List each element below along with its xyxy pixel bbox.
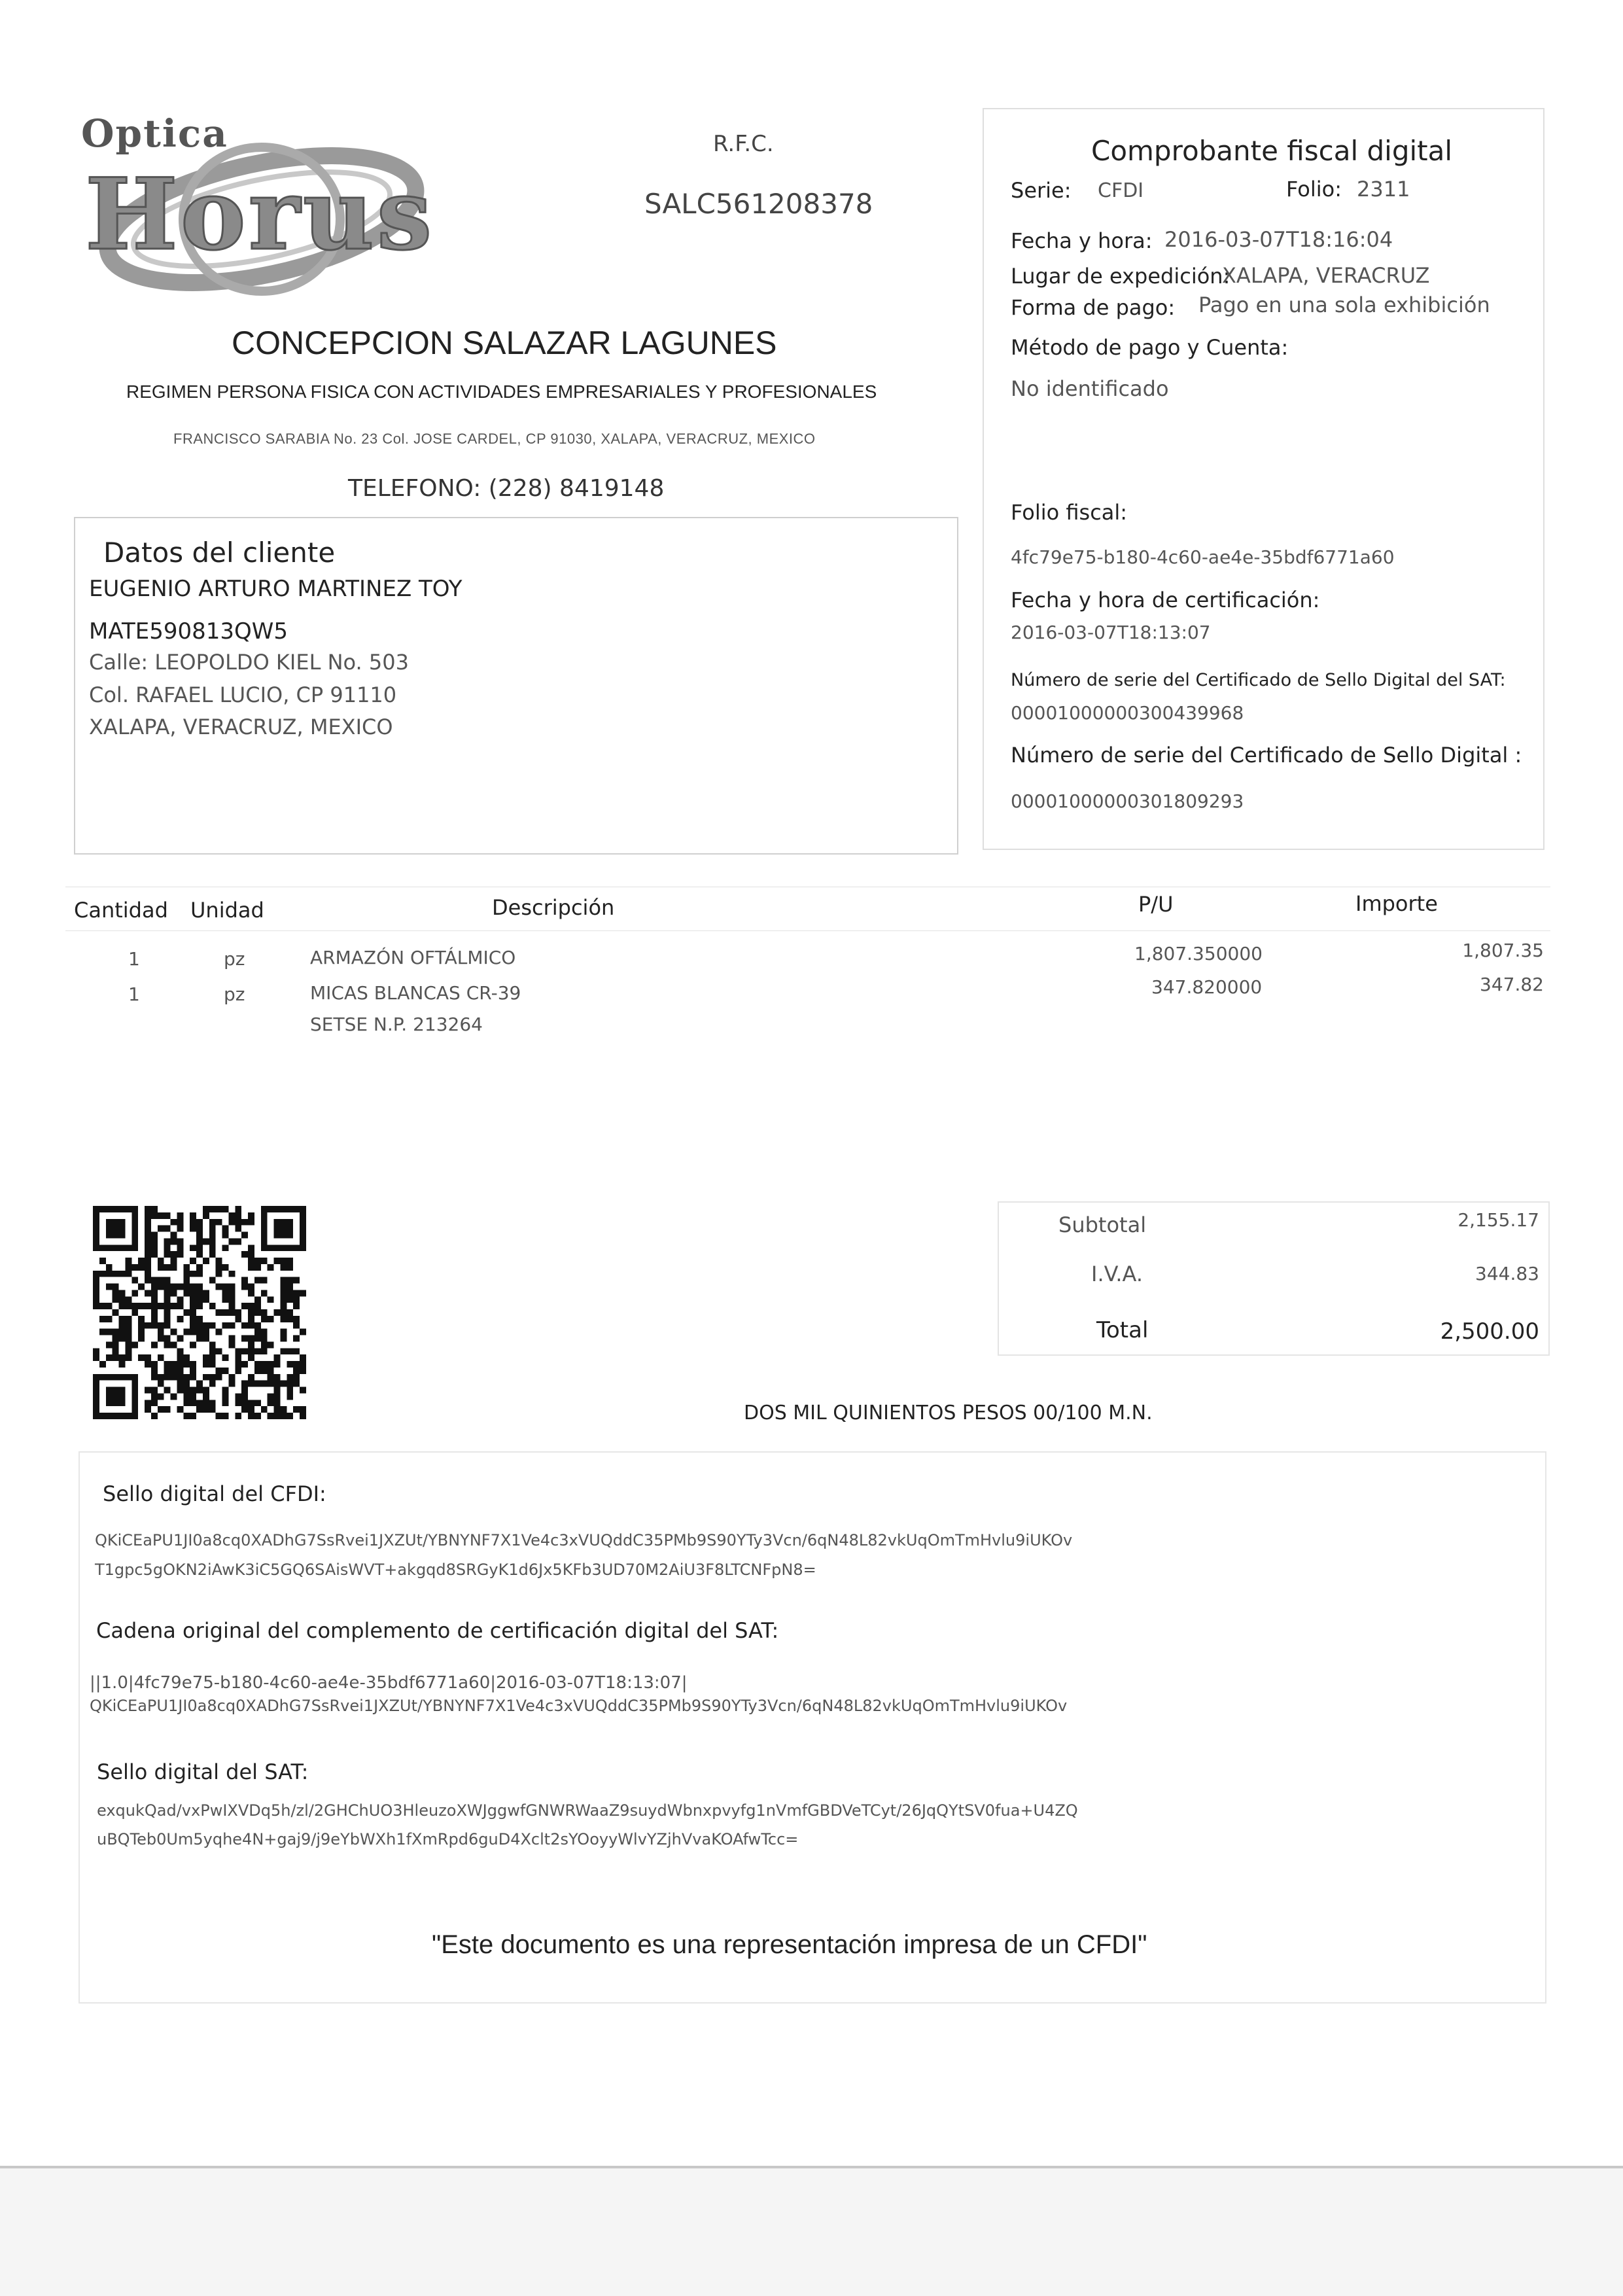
- forma-label: Forma de pago:: [1011, 295, 1176, 320]
- cert-fecha-label: Fecha y hora de certificación:: [1011, 588, 1320, 612]
- rfc-label: R.F.C.: [713, 131, 774, 157]
- fiscal-title: Comprobante fiscal digital: [1091, 135, 1453, 167]
- item-1-unit: pz: [224, 948, 245, 970]
- chain-line2: QKiCEaPU1JI0a8cq0XADhG7SsRvei1JXZUt/YBNYNF7X1Ve4c3xVUQddC35PMb9S90YTy3Vcn/6qN48L82vkUqOmTmHvlu9iUKOv: [90, 1697, 1068, 1715]
- sat-stamp-line2: uBQTeb0Um5yqhe4N+gaj9/j9eYbWXh1fXmRpd6guD4Xclt2sYOoyyWlvYZjhVvaKOAfwTcc=: [97, 1830, 799, 1848]
- folio-fiscal-label: Folio fiscal:: [1011, 500, 1128, 525]
- item-2-desc-line2: SETSE N.P. 213264: [310, 1014, 483, 1035]
- cfdi-stamp-line1: QKiCEaPU1JI0a8cq0XADhG7SsRvei1JXZUt/YBNYNF7X1Ve4c3xVUQddC35PMb9S90YTy3Vcn/6qN48L82vkUqOmTmHvlu9iUKOv: [95, 1531, 1073, 1549]
- client-title: Datos del cliente: [103, 537, 336, 569]
- iva-value: 344.83: [1475, 1263, 1539, 1284]
- header-desc: Descripción: [492, 895, 615, 920]
- business-address: FRANCISCO SARABIA No. 23 Col. JOSE CARDEL, CP 91030, XALAPA, VERACRUZ, MEXICO: [173, 431, 816, 447]
- qr-code: [93, 1206, 306, 1419]
- client-street: Calle: LEOPOLDO KIEL No. 503: [89, 650, 409, 675]
- header-amount: Importe: [1355, 891, 1438, 916]
- fecha-value: 2016-03-07T18:16:04: [1164, 227, 1393, 252]
- total-label: Total: [1096, 1317, 1149, 1343]
- fecha-label: Fecha y hora:: [1011, 228, 1153, 253]
- item-2-qty: 1: [128, 983, 140, 1005]
- metodo-label: Método de pago y Cuenta:: [1011, 335, 1289, 360]
- cfdi-footer-note: "Este documento es una representación impresa de un CFDI": [432, 1930, 1147, 1959]
- amount-in-words: DOS MIL QUINIENTOS PESOS 00/100 M.N.: [744, 1402, 1153, 1424]
- cfdi-stamp-label: Sello digital del CFDI:: [103, 1481, 326, 1506]
- item-1-amount: 1,807.35: [1462, 940, 1544, 961]
- company-logo: [72, 111, 438, 314]
- fiscal-info-box: [983, 108, 1544, 850]
- client-city: XALAPA, VERACRUZ, MEXICO: [89, 715, 393, 739]
- item-2-price: 347.820000: [1151, 976, 1263, 998]
- logo-main-text: Horus: [85, 157, 435, 272]
- rfc-value: SALC561208378: [644, 188, 873, 220]
- chain-line1: ||1.0|4fc79e75-b180-4c60-ae4e-35bdf6771a60|2016-03-07T18:13:07|: [90, 1673, 688, 1693]
- logo-top-text: Optica: [81, 111, 228, 156]
- total-value: 2,500.00: [1440, 1318, 1539, 1345]
- header-price: P/U: [1138, 892, 1174, 917]
- business-name: CONCEPCION SALAZAR LAGUNES: [232, 325, 777, 361]
- folio-value: 2311: [1357, 177, 1410, 202]
- cert-label: Número de serie del Certificado de Sello Digital :: [1011, 743, 1522, 768]
- client-colony: Col. RAFAEL LUCIO, CP 91110: [89, 682, 397, 707]
- items-header-rule: [65, 930, 1550, 931]
- qr-code-graphic: [93, 1206, 306, 1419]
- client-rfc: MATE590813QW5: [89, 618, 288, 645]
- item-1-desc: ARMAZÓN OFTÁLMICO: [310, 947, 516, 968]
- sat-cert-label: Número de serie del Certificado de Sello Digital del SAT:: [1011, 670, 1506, 690]
- client-name: EUGENIO ARTURO MARTINEZ TOY: [89, 576, 462, 602]
- chain-label: Cadena original del complemento de certificación digital del SAT:: [96, 1618, 779, 1643]
- item-2-unit: pz: [224, 983, 245, 1005]
- item-1-qty: 1: [128, 948, 140, 970]
- metodo-value: No identificado: [1011, 376, 1169, 401]
- business-phone: TELEFONO: (228) 8419148: [348, 475, 665, 502]
- lugar-label: Lugar de expedición:: [1011, 264, 1230, 289]
- cert-value: 00001000000301809293: [1011, 790, 1244, 812]
- subtotal-value: 2,155.17: [1457, 1209, 1539, 1231]
- item-2-amount: 347.82: [1480, 974, 1544, 995]
- cfdi-stamp-line2: T1gpc5gOKN2iAwK3iC5GQ6SAisWVT+akgqd8SRGyK1d6Jx5KFb3UD70M2AiU3F8LTCNFpN8=: [95, 1561, 816, 1579]
- folio-fiscal-value: 4fc79e75-b180-4c60-ae4e-35bdf6771a60: [1011, 546, 1395, 568]
- header-qty: Cantidad: [74, 898, 168, 923]
- cert-fecha-value: 2016-03-07T18:13:07: [1011, 622, 1211, 643]
- header-unit: Unidad: [190, 898, 264, 923]
- serie-value: CFDI: [1098, 179, 1144, 202]
- item-1-price: 1,807.350000: [1134, 943, 1263, 964]
- scan-background: [0, 2168, 1623, 2296]
- lugar-value: XALAPA, VERACRUZ: [1222, 263, 1430, 288]
- forma-value: Pago en una sola exhibición: [1198, 292, 1490, 317]
- serie-label: Serie:: [1011, 178, 1072, 203]
- business-regime: REGIMEN PERSONA FISICA CON ACTIVIDADES EMPRESARIALES Y PROFESIONALES: [126, 381, 877, 402]
- sat-stamp-label: Sello digital del SAT:: [97, 1759, 309, 1784]
- folio-label: Folio:: [1286, 177, 1342, 202]
- subtotal-label: Subtotal: [1058, 1212, 1147, 1237]
- iva-label: I.V.A.: [1091, 1262, 1143, 1286]
- item-2-desc: MICAS BLANCAS CR-39: [310, 982, 521, 1004]
- sat-stamp-line1: exqukQad/vxPwIXVDq5h/zl/2GHChUO3HleuzoXWJggwfGNWRWaaZ9suydWbnxpvyfg1nVmfGBDVeTCyt/26JqQYtSV0fua+U4ZQ: [97, 1801, 1078, 1820]
- sat-cert-value: 00001000000300439968: [1011, 702, 1244, 724]
